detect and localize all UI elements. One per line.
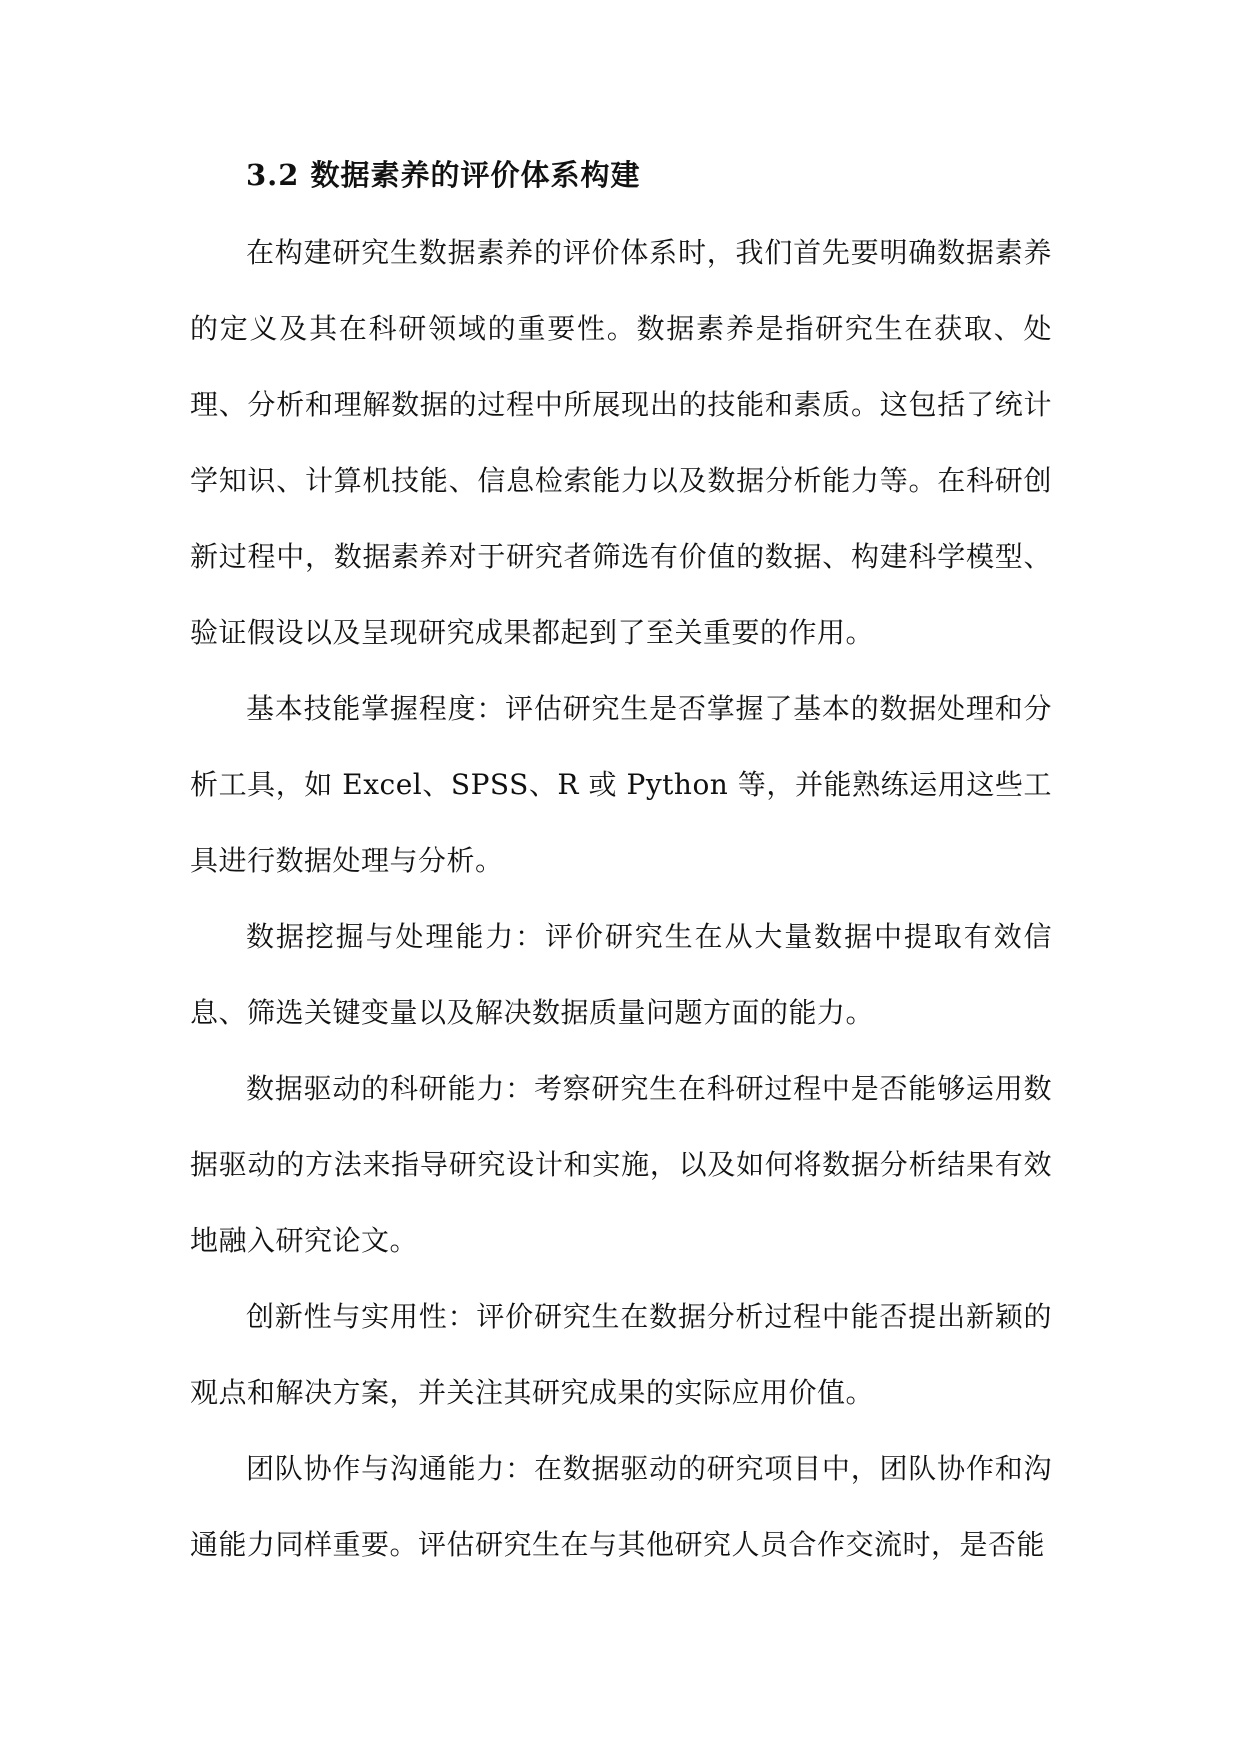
document-body [190,145,1052,1583]
paragraph-data-mining: 数据挖掘与处理能力：评价研究生在从大量数据中提取有效信息、筛选关键变量以及解决数据质量问题方面的能力。 [190,920,1052,1029]
paragraph-intro: 在构建研究生数据素养的评价体系时，我们首先要明确数据素养的定义及其在科研领域的重要性。数据素养是指研究生在获取、处理、分析和理解数据的过程中所展现出的技能和素质。这包括了统计学知识、计算机技能、信息检索能力以及数据分析能力等。在科研创新过程中，数据素养对于研究者筛选有价值的数据、构建科学模型、验证假设以及呈现研究成果都起到了至关重要的作用。 [190,236,1052,649]
paragraph-basic-skills: 基本技能掌握程度：评估研究生是否掌握了基本的数据处理和分析工具，如 Excel、SPSS、R 或 Python 等，并能熟练运用这些工具进行数据处理与分析。 [190,692,1052,877]
heading-spacer [190,205,1052,215]
paragraph-data-driven-research: 数据驱动的科研能力：考察研究生在科研过程中是否能够运用数据驱动的方法来指导研究设计和实施，以及如何将数据分析结果有效地融入研究论文。 [190,1072,1052,1257]
section-heading: 3.2 数据素养的评价体系构建 [246,158,641,192]
paragraph-innovation: 创新性与实用性：评价研究生在数据分析过程中能否提出新颖的观点和解决方案，并关注其研究成果的实际应用价值。 [190,1300,1052,1409]
paragraph-teamwork: 团队协作与沟通能力：在数据驱动的研究项目中，团队协作和沟通能力同样重要。评估研究生在与其他研究人员合作交流时，是否能 [190,1452,1052,1561]
